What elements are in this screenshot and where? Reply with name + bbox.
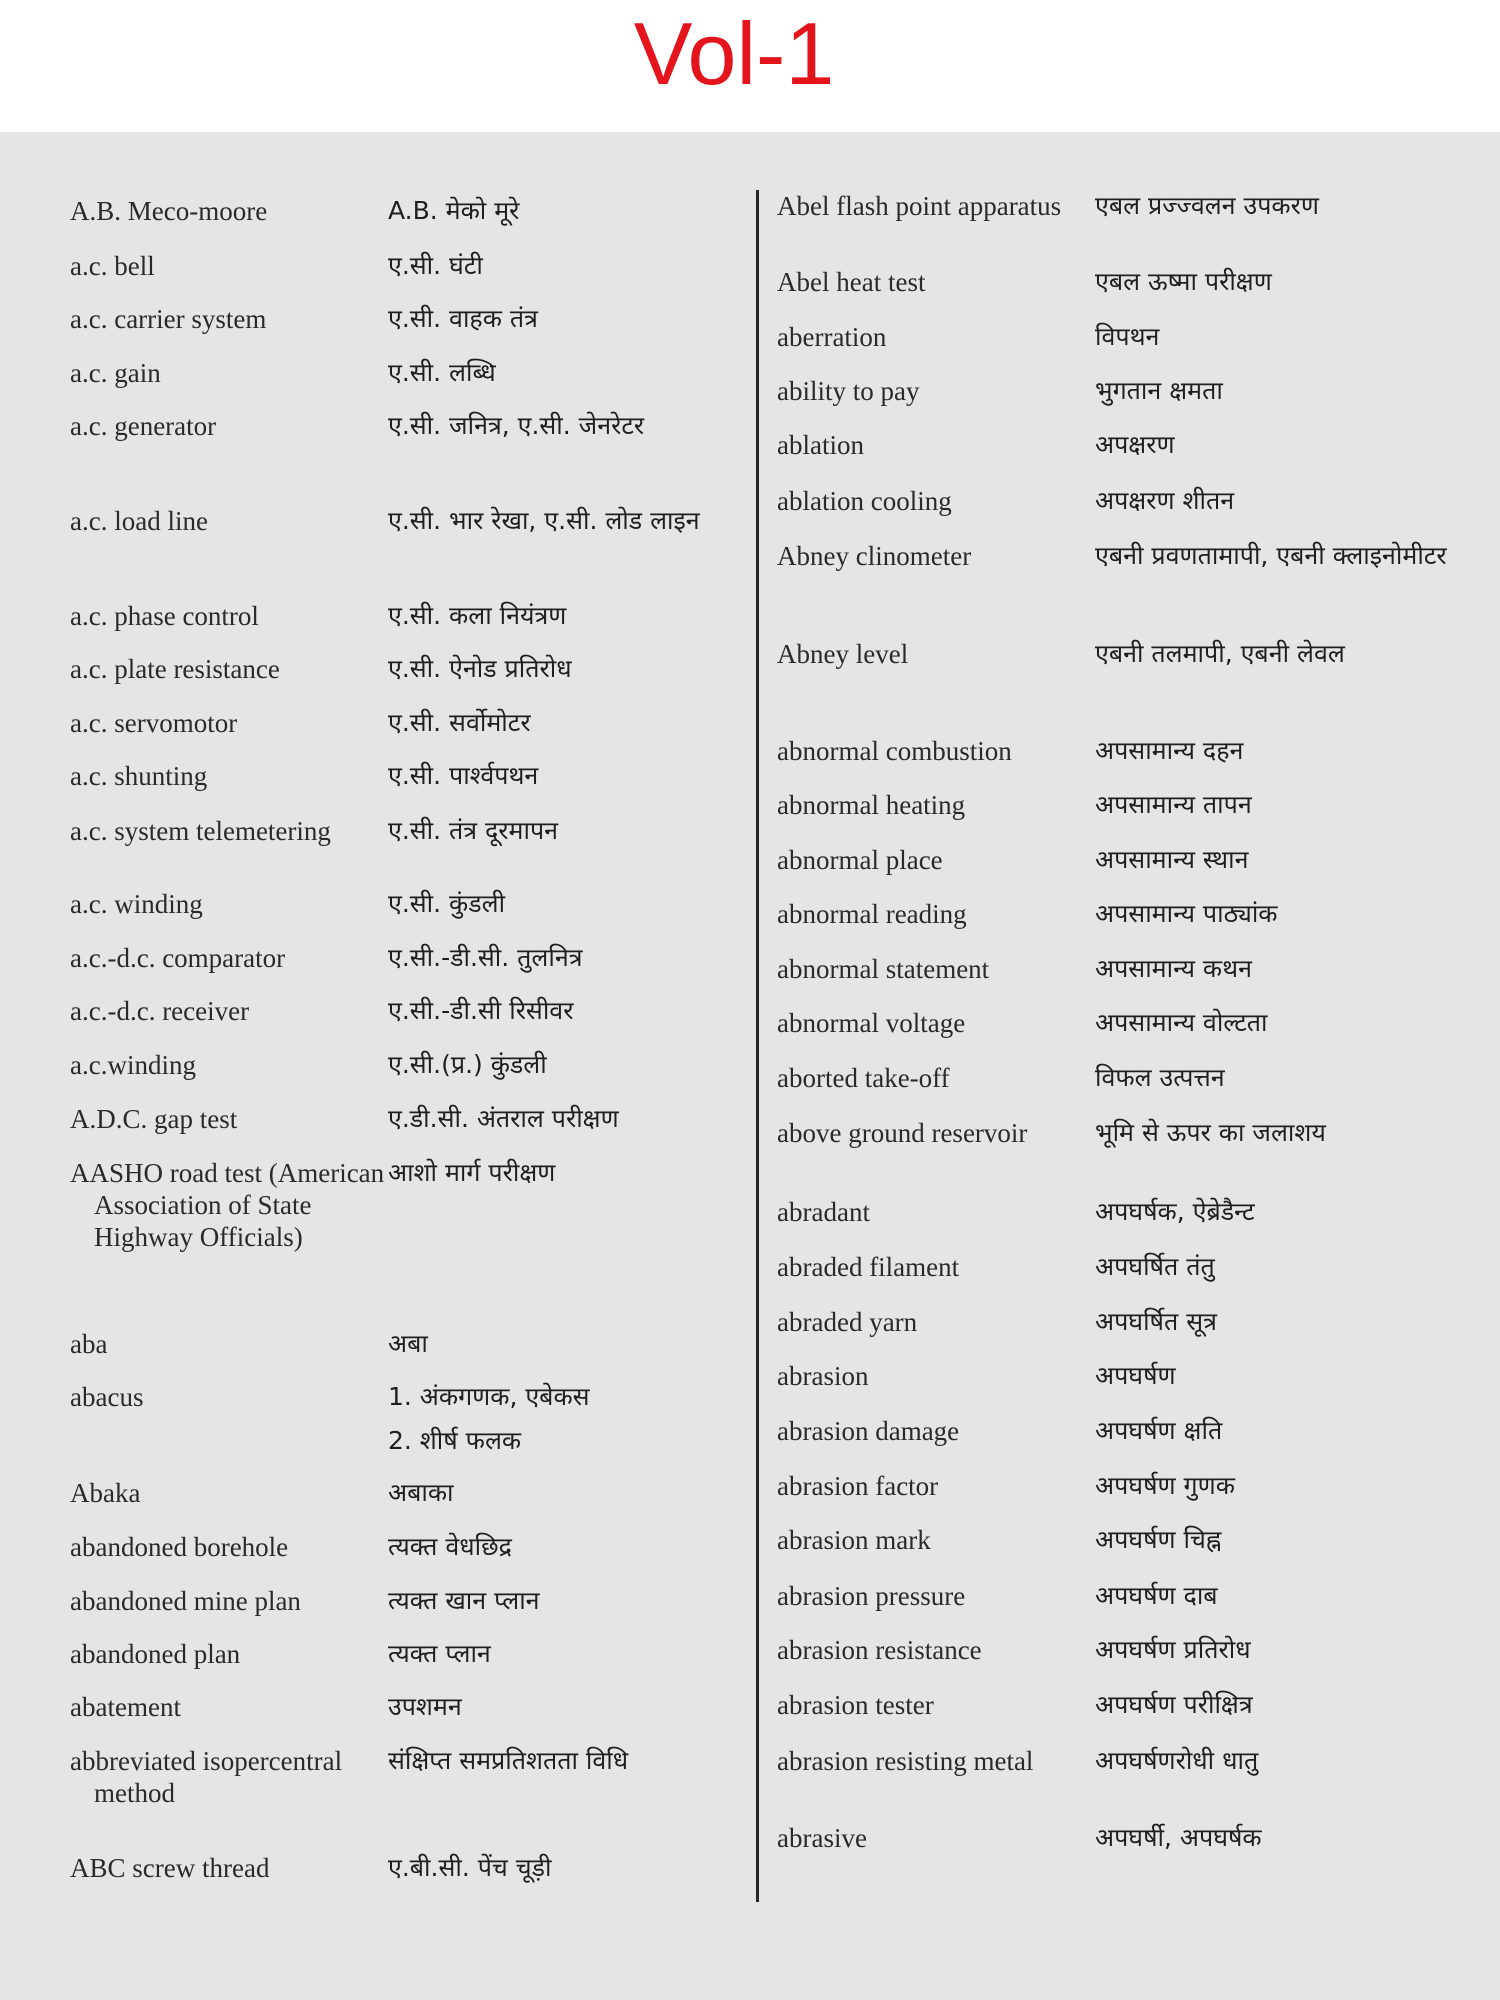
entry-hindi-gloss: [1095, 838, 1500, 882]
entry-hindi-gloss: [388, 351, 808, 395]
gloss-line: विपथन: [1095, 322, 1160, 351]
entry-hindi-gloss: [388, 1097, 808, 1141]
entry-hindi-gloss: [388, 882, 808, 926]
gloss-line: ए.सी.-डी.सी रिसीवर: [388, 996, 574, 1025]
entry-term: Abel flash point apparatus: [777, 191, 1062, 221]
entry-term: a.c. servomotor: [70, 708, 238, 738]
entry-hindi-gloss: [1095, 1464, 1500, 1508]
entry-term: a.c. bell: [70, 251, 155, 281]
gloss-line: ए.डी.सी. अंतराल परीक्षण: [388, 1104, 619, 1133]
gloss-line: विफल उत्पत्तन: [1095, 1063, 1225, 1092]
entry-hindi-gloss: [1095, 1739, 1500, 1783]
gloss-line: अपसामान्य वोल्टता: [1095, 1008, 1268, 1037]
entry-term: abnormal combustion: [777, 736, 1012, 766]
gloss-line: ए.सी. ऐनोड प्रतिरोध: [388, 654, 572, 683]
entry-hindi-gloss: [1095, 892, 1500, 936]
gloss-line: ए.सी. तंत्र दूरमापन: [388, 816, 559, 845]
entry-term: abnormal place: [777, 845, 943, 875]
gloss-line: अपसामान्य स्थान: [1095, 845, 1249, 874]
gloss-line: त्यक्त वेधछिद्र: [388, 1532, 512, 1561]
entry-hindi-gloss: [388, 1846, 808, 1890]
gloss-line: ए.सी. कला नियंत्रण: [388, 601, 567, 630]
entry-term: abrasion resisting metal: [777, 1746, 1034, 1776]
gloss-line: ए.सी.(प्र.) कुंडली: [388, 1050, 547, 1079]
entry-term: Abney level: [777, 639, 909, 669]
entry-hindi-gloss: [1095, 369, 1500, 413]
entry-hindi-gloss: [388, 1632, 808, 1676]
entry-term: abbreviated isopercentral method: [70, 1746, 343, 1808]
entry-term: a.c. shunting: [70, 761, 208, 791]
gloss-line: अपघर्षण क्षति: [1095, 1416, 1223, 1445]
entry-term: abrasion tester: [777, 1690, 934, 1720]
gloss-line: संक्षिप्त समप्रतिशतता विधि: [388, 1746, 629, 1775]
entry-hindi-gloss: [1095, 184, 1500, 228]
entry-term: abrasion resistance: [777, 1635, 982, 1665]
entry-term: ablation cooling: [777, 486, 952, 516]
entry-hindi-gloss: [388, 404, 808, 448]
gloss-line: अपघर्षक, ऐब्रेडैन्ट: [1095, 1197, 1255, 1226]
gloss-line: आशो मार्ग परीक्षण: [388, 1158, 556, 1187]
entry-hindi-gloss: [1095, 1816, 1500, 1860]
gloss-line: भुगतान क्षमता: [1095, 376, 1223, 405]
entry-hindi-gloss: [388, 1579, 808, 1623]
entry-hindi-gloss: [388, 594, 808, 638]
entry-term: a.c. system telemetering: [70, 816, 331, 846]
entry-hindi-gloss: [1095, 1683, 1500, 1727]
gloss-line: अपसामान्य दहन: [1095, 736, 1244, 765]
entry-term: abandoned mine plan: [70, 1586, 301, 1616]
entry-hindi-gloss: [388, 1043, 808, 1087]
entry-hindi-gloss: [388, 1375, 808, 1463]
entry-hindi-gloss: [1095, 1001, 1500, 1045]
entry-hindi-gloss: [388, 701, 808, 745]
entry-hindi-gloss: [1095, 729, 1500, 773]
entry-term: AASHO road test (American Association of State Highway Officials): [70, 1158, 385, 1252]
entry-term: abrasion factor: [777, 1471, 939, 1501]
entry-hindi-gloss: [1095, 479, 1500, 523]
entry-term: abrasion: [777, 1361, 869, 1391]
entry-term: Abney clinometer: [777, 541, 972, 571]
entry-hindi-gloss: [388, 1525, 808, 1569]
entry-term: aba: [70, 1329, 108, 1359]
entry-term: aberration: [777, 322, 887, 352]
entry-term: abraded yarn: [777, 1307, 918, 1337]
gloss-line: अपघर्षण गुणक: [1095, 1471, 1235, 1500]
gloss-line: अपघर्षण परीक्षित्र: [1095, 1690, 1253, 1719]
entry-hindi-gloss: [1095, 1354, 1500, 1398]
gloss-line: अबाका: [388, 1478, 454, 1507]
gloss-line: भूमि से ऊपर का जलाशय: [1095, 1118, 1326, 1147]
gloss-line: ए.सी. कुंडली: [388, 889, 506, 918]
entry-hindi-gloss: [1095, 1300, 1500, 1344]
entry-hindi-gloss: [388, 1471, 808, 1515]
entry-hindi-gloss: [1095, 1190, 1500, 1234]
volume-title: Vol-1: [633, 4, 835, 103]
entry-hindi-gloss: [388, 1322, 808, 1366]
gloss-line: ए.सी.-डी.सी. तुलनित्र: [388, 943, 583, 972]
entry-term: ABC screw thread: [70, 1853, 270, 1883]
entry-term: aborted take-off: [777, 1063, 950, 1093]
gloss-line: एबनी तलमापी, एबनी लेवल: [1095, 639, 1345, 668]
gloss-line: एबल ऊष्मा परीक्षण: [1095, 267, 1272, 296]
entry-term: abnormal voltage: [777, 1008, 966, 1038]
gloss-line: अपघर्षण प्रतिरोध: [1095, 1635, 1251, 1664]
gloss-line: ए.सी. जनित्र, ए.सी. जेनरेटर: [388, 411, 645, 440]
entry-hindi-gloss: [1095, 783, 1500, 827]
gloss-line: ए.सी. लब्धि: [388, 358, 496, 387]
entry-term: a.c. generator: [70, 411, 217, 441]
entry-term: a.c. phase control: [70, 601, 259, 631]
entry-hindi-gloss: [1095, 315, 1500, 359]
entry-hindi-gloss: [1095, 534, 1500, 578]
entry-term: abnormal heating: [777, 790, 966, 820]
gloss-line: अपघर्षण दाब: [1095, 1581, 1218, 1610]
gloss-line: एबनी प्रवणतामापी, एबनी क्लाइनोमीटर: [1095, 541, 1447, 570]
entry-term: abnormal statement: [777, 954, 990, 984]
entry-hindi-gloss: [388, 297, 808, 341]
entry-term: abraded filament: [777, 1252, 960, 1282]
gloss-line: ए.सी. पार्श्वपथन: [388, 761, 539, 790]
entry-term: abradant: [777, 1197, 870, 1227]
entry-term: a.c.winding: [70, 1050, 196, 1080]
gloss-line: अपघर्षित तंतु: [1095, 1252, 1215, 1281]
entry-term: abandoned plan: [70, 1639, 241, 1669]
gloss-line: 1. अंकगणक, एबेकस: [388, 1382, 590, 1411]
entry-hindi-gloss: [1095, 260, 1500, 304]
entry-hindi-gloss: [388, 1151, 808, 1195]
entry-term: a.c.-d.c. receiver: [70, 996, 250, 1026]
entry-hindi-gloss: [1095, 423, 1500, 467]
entry-hindi-gloss: [1095, 1245, 1500, 1289]
entry-hindi-gloss: [388, 647, 808, 691]
entry-term: a.c. winding: [70, 889, 203, 919]
gloss-line: ए.सी. घंटी: [388, 251, 483, 280]
gloss-line: उपशमन: [388, 1692, 462, 1721]
entry-term: a.c. load line: [70, 506, 208, 536]
gloss-line: अपघर्षित सूत्र: [1095, 1307, 1217, 1336]
entry-term: a.c. gain: [70, 358, 161, 388]
gloss-line: ए.बी.सी. पेंच चूड़ी: [388, 1853, 552, 1882]
gloss-line: ए.सी. वाहक तंत्र: [388, 304, 538, 333]
entry-term: A.D.C. gap test: [70, 1104, 238, 1134]
gloss-line: अपक्षरण: [1095, 430, 1175, 459]
entry-hindi-gloss: [1095, 1574, 1500, 1618]
entry-term: above ground reservoir: [777, 1118, 1028, 1148]
entry-term: abacus: [70, 1382, 144, 1412]
gloss-line: अपक्षरण शीतन: [1095, 486, 1235, 515]
entry-term: ablation: [777, 430, 864, 460]
entry-term: A.B. Meco-moore: [70, 196, 268, 226]
gloss-line: अपघर्षणरोधी धातु: [1095, 1746, 1259, 1775]
entry-hindi-gloss: [1095, 632, 1500, 676]
entry-term: abrasion damage: [777, 1416, 960, 1446]
entry-hindi-gloss: [388, 989, 808, 1033]
entry-hindi-gloss: [388, 189, 808, 233]
gloss-line: ए.सी. सर्वोमोटर: [388, 708, 531, 737]
gloss-line: अबा: [388, 1329, 428, 1358]
entry-term: abatement: [70, 1692, 181, 1722]
gloss-line: त्यक्त खान प्लान: [388, 1586, 540, 1615]
gloss-line: A.B. मेको मूरे: [388, 196, 520, 225]
entry-term: a.c.-d.c. comparator: [70, 943, 286, 973]
entry-hindi-gloss: [388, 754, 808, 798]
entry-term: Abaka: [70, 1478, 141, 1508]
entry-hindi-gloss: [1095, 1111, 1500, 1155]
entry-hindi-gloss: [1095, 1056, 1500, 1100]
gloss-line: अपसामान्य पाठ्यांक: [1095, 899, 1278, 928]
entry-hindi-gloss: [1095, 1518, 1500, 1562]
entry-hindi-gloss: [1095, 1628, 1500, 1672]
entry-hindi-gloss: [1095, 947, 1500, 991]
entry-hindi-gloss: [388, 936, 808, 980]
entry-term: a.c. plate resistance: [70, 654, 280, 684]
entry-hindi-gloss: [388, 499, 808, 543]
entry-hindi-gloss: [388, 1685, 808, 1729]
gloss-line: 2. शीर्ष फलक: [388, 1426, 522, 1455]
header: [0, 0, 1500, 132]
entry-term: ability to pay: [777, 376, 920, 406]
gloss-line: अपसामान्य तापन: [1095, 790, 1252, 819]
gloss-line: ए.सी. भार रेखा, ए.सी. लोड लाइन: [388, 506, 700, 535]
entry-term: abrasive: [777, 1823, 867, 1853]
gloss-line: एबल प्रज्ज्वलन उपकरण: [1095, 191, 1319, 220]
entry-hindi-gloss: [1095, 1409, 1500, 1453]
entry-term: abandoned borehole: [70, 1532, 289, 1562]
entry-hindi-gloss: [388, 244, 808, 288]
gloss-line: अपघर्षण: [1095, 1361, 1176, 1390]
entry-term: Abel heat test: [777, 267, 926, 297]
entry-term: abrasion pressure: [777, 1581, 966, 1611]
entry-term: abnormal reading: [777, 899, 967, 929]
entry-term: a.c. carrier system: [70, 304, 267, 334]
entry-hindi-gloss: [388, 1739, 808, 1783]
entry-hindi-gloss: [388, 809, 808, 853]
gloss-line: अपसामान्य कथन: [1095, 954, 1252, 983]
gloss-line: त्यक्त प्लान: [388, 1639, 491, 1668]
entry-term: abrasion mark: [777, 1525, 931, 1555]
gloss-line: अपघर्षी, अपघर्षक: [1095, 1823, 1262, 1852]
gloss-line: अपघर्षण चिह्न: [1095, 1525, 1222, 1554]
